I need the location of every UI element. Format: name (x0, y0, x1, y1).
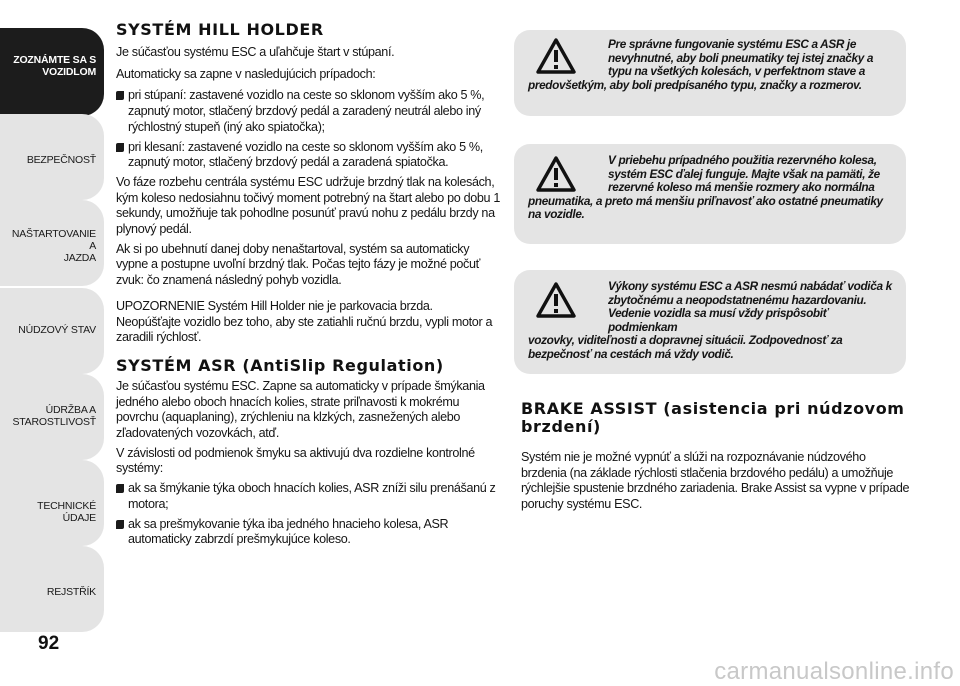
warning-line: V priebehu prípadného použitia rezervného kolesa, (608, 153, 877, 167)
sidebar-tab-nastartovanie[interactable] (0, 200, 104, 286)
right-column (521, 400, 911, 513)
brake-assist-paragraph: Systém nie je možné vypnúť a slúži na rozpoznávanie núdzového brzdenia (na základe rýchlosti stlačenia brzdového pedálu) a umožňuje rýchlejšie spustenie brzdného zariadenia. Brake Assist sa vypne v prípade poruchy systému ESC. (521, 450, 910, 512)
warning-line: nevyhnutné, aby boli pneumatiky tej istej značky a (608, 50, 874, 65)
hill-paragraph: Vo fáze rozbehu centrála systému ESC udržuje brzdný tlak na kolesách, kým koleso nedosiahnu točivý moment potrebný na štart alebo po dobu 1 sekundy, umožňuje tak pohodlne posunúť pravú nohu z pedálu brzdy na plynový pedál. (116, 174, 500, 237)
warning-box-driver-responsibility (514, 270, 906, 374)
hill-paragraph: Automaticky sa zapne v nasledujúcich prípadoch: (116, 66, 376, 81)
left-column (116, 20, 500, 548)
sidebar-tab-zoznamte-sa[interactable] (0, 28, 104, 116)
asr-heading: SYSTÉM ASR (AntiSlip Regulation) (116, 355, 444, 375)
hill-holder-heading: SYSTÉM HILL HOLDER (116, 20, 324, 39)
sidebar-tab-label: ÚDRŽBA A STAROSTLIVOSŤ (12, 404, 96, 428)
bullet-text: pri klesaní: zastavené vozidlo na ceste so sklonom vyšším ako 5 %, zapnutý motor, stlačený brzdový pedál a zaradená spiatočka. (128, 139, 483, 170)
warning-triangle-icon (536, 282, 576, 318)
hill-paragraph: Ak si po ubehnutí danej doby nenaštartoval, systém sa automaticky vypne a postupne uvoľní brzdný tlak. Počas tejto fázy je možné počuť zvuk: čo znamená následný pohyb vozidla. (116, 241, 481, 288)
warning-text (528, 38, 892, 92)
bullet-text: pri stúpaní: zastavené vozidlo na ceste so sklonom vyšším ako 5 %, zapnutý motor, stlačený brzdový pedál a zaradený neutrál alebo iný rýchlostný stupeň (iný ako spiatočka); (128, 88, 485, 134)
bullet-marker (116, 520, 124, 529)
warning-line: systém ESC ďalej funguje. Majte však na pamäti, že (608, 166, 880, 181)
hill-warning-note: UPOZORNENIE Systém Hill Holder nie je parkovacia brzda. Neopúšťajte vozidlo bez toho, aby ste zatiahli ručnú brzdu, vypli motor a zaradili rýchlosť. (116, 298, 493, 345)
warning-box-tyres (514, 30, 906, 116)
warning-line: predovšetkým, aby boli predpísaného typu, značky a rozmerov. (528, 77, 862, 92)
warning-triangle-icon (536, 38, 576, 74)
bullet-marker (116, 91, 124, 100)
asr-paragraph: V závislosti od podmienok šmyku sa aktivujú dva rozdielne kontrolné systémy: (116, 445, 475, 476)
bullet-text: ak sa šmýkanie týka oboch hnacích kolies, ASR zníži silu prenášanú z motora; (128, 481, 496, 511)
bullet-marker (116, 143, 124, 152)
warning-line: vozovky, viditeľnosti a dopravnej situácii. Zodpovednosť za bezpečnosť na cestách má vždy vodič. (528, 333, 843, 361)
hill-bullet-downhill (116, 140, 500, 171)
warning-line: pneumatika, a preto má menšiu priľnavosť ako ostatné pneumatiky na vozidle. (528, 193, 883, 222)
warning-triangle-icon (536, 156, 576, 192)
sidebar-tab-bezpecnost[interactable] (0, 114, 104, 200)
sidebar-tab-nudzovy-stav[interactable] (0, 288, 104, 374)
hill-bullet-uphill (116, 88, 500, 135)
watermark: carmanualsonline.info (714, 658, 954, 685)
warning-text (528, 154, 892, 222)
sidebar-tab-label: NÚDZOVÝ STAV (18, 324, 96, 336)
sidebar-tab-udrzba[interactable] (0, 374, 104, 460)
sidebar-tab-rejstrik[interactable] (0, 546, 104, 632)
warning-line: Výkony systému ESC a ASR nesmú nabádať vodiča k (608, 279, 892, 293)
sidebar-tab-technicke-udaje[interactable] (0, 460, 104, 546)
warning-line: Pre správne fungovanie systému ESC a ASR je (608, 37, 857, 51)
sidebar-tab-label: BEZPEČNOSŤ (26, 154, 96, 166)
asr-paragraph: Je súčasťou systému ESC. Zapne sa automaticky v prípade šmýkania jedného alebo oboch hnacích kolies, strate priľnavosti k mokrému povrchu (aquaplaning), zrýchleniu na klzkých, zasnežených alebo zľadovatených vozovkách, atď. (116, 378, 485, 441)
page-number: 92 (38, 633, 60, 654)
warning-text (528, 280, 892, 362)
asr-bullet-both-wheels (116, 481, 500, 512)
sidebar-tab-label: REJSTŘÍK (46, 586, 96, 598)
warning-line: zbytočnému a neopodstatnenému hazardovaniu. (608, 292, 867, 307)
warning-line: Vedenie vozidla sa musí vždy prispôsobiť podmienkam (608, 306, 829, 334)
asr-bullet-one-wheel (116, 517, 500, 548)
hill-paragraph: Je súčasťou systému ESC a uľahčuje štart v stúpaní. (116, 45, 395, 59)
sidebar-tab-label: NAŠTARTOVANIE A JAZDA (11, 228, 96, 264)
brake-assist-heading: BRAKE ASSIST (asistencia pri núdzovom brzdení) (521, 399, 905, 436)
bullet-marker (116, 484, 124, 493)
warning-box-spare-wheel (514, 144, 906, 244)
sidebar-tab-label: ZOZNÁMTE SA S VOZIDLOM (13, 54, 96, 78)
sidebar-tab-label: TECHNICKÉ ÚDAJE (37, 500, 96, 524)
warning-line: typu na všetkých kolesách, v perfektnom stave a (608, 64, 865, 79)
bullet-text: ak sa prešmykovanie týka iba jedného hnacieho kolesa, ASR automaticky zabrzdí prešmykujúce koleso. (128, 516, 449, 547)
warning-line: rezervné koleso má menšie rozmery ako normálna (608, 180, 875, 195)
